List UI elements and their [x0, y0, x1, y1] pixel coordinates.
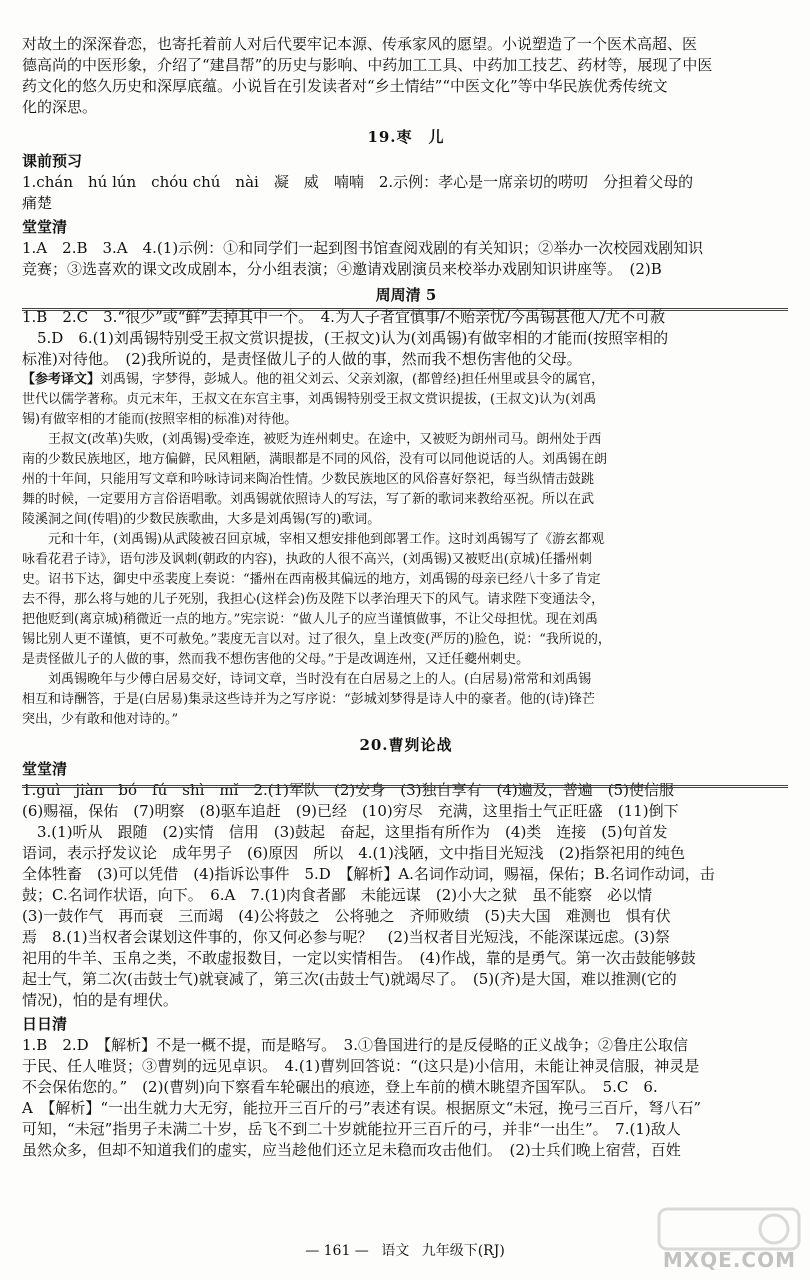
- section-heading: 堂堂清: [22, 218, 68, 236]
- translation-line: 把他贬到(离京城)稍微近一点的地方。”宪宗说：“做人儿子的应当谨慎做事，不让父母担忧。现在刘禹: [22, 612, 598, 627]
- translation-line: 王叔文(改革)失败，(刘禹锡)受牵连，被贬为连州刺史。在途中，又被贬为朗州司马。朗州处于西: [48, 432, 602, 447]
- chapter-title-rule: [22, 785, 788, 788]
- text-line: 竞赛；③选喜欢的课文改成剧本，分小组表演；④邀请戏剧演员来校举办戏剧知识讲座等。 (2)B: [22, 260, 662, 278]
- translation-line: 元和十年，(刘禹锡)从武陵被召回京城，宰相又想安排他到郎署工作。这时刘禹锡写了《游玄都观: [48, 532, 605, 547]
- text-line: 对故土的深深眷恋，也寄托着前人对后代要牢记本源、传承家风的愿望。小说塑造了一个医术高超、医: [22, 35, 698, 53]
- text-line: 1.B 2.C 3.“很少”或“鲜”去掉其中一个。 4.为人子者宜慎事/不贻亲忧/今禹锡甚他人/尤不可赦: [22, 308, 666, 326]
- section-heading: 课前预习: [22, 152, 83, 170]
- translation-line: 锡比别人更不谨慎，更不可赦免。”裴度无言以对。过了很久，皇上改变(严厉的)脸色，说：“我所说的，: [22, 632, 611, 647]
- chapter-19: [22, 126, 790, 280]
- text-line: 化的深思。: [22, 98, 98, 116]
- reference-translation: [22, 370, 790, 730]
- footer-grade: 九年级下(RJ): [421, 1243, 505, 1259]
- translation-line: 史。诏书下达，御史中丞裴度上奏说：“播州在西南极其偏远的地方，刘禹锡的母亲已经八十多了肯定: [22, 572, 601, 587]
- text-line: (3)一鼓作气 再而衰 三而竭 (4)公将鼓之 公将驰之 齐师败绩 (5)夫大国 难测也 惧有伏: [22, 907, 671, 925]
- text-line: 痛楚: [22, 194, 53, 212]
- section-heading: 堂堂清: [22, 760, 68, 778]
- translation-line: 陵溪洞之间(传唱)的少数民族歌曲，大多是刘禹锡(写的)歌词。: [22, 512, 381, 527]
- text-line: 起士气，第二次(击鼓士气)就衰减了，第三次(击鼓士气)就竭尽了。 (5)(齐)是大国，难以推测(它的: [22, 970, 677, 988]
- text-line: 祀用的牛羊、玉帛之类，不敢虚报数目，一定以实情相告。 (4)作战，靠的是勇气。第一次击鼓能够鼓: [22, 949, 696, 967]
- watermark-text: MXQE.COM: [662, 1248, 796, 1272]
- text-line: 鼓；C.名词作状语，向下。 6.A 7.(1)肉食者鄙 未能远谋 (2)小大之狱 虽不能察 必以情: [22, 886, 653, 904]
- text-line: 5.D 6.(1)刘禹锡特别受王叔文赏识提拔，(王叔文)认为(刘禹锡)有做宰相的才能而(按照宰相的: [22, 329, 669, 347]
- translation-line: 世代以儒学著称。贞元末年，王叔文在东宫主事，刘禹锡特别受王叔文赏识提拔，(王叔文)认为(刘禹: [22, 392, 597, 407]
- text-line: 1.chán hú lún chóu chú nài 凝 威 喃喃 2.示例：孝心是一席亲切的唠叨 分担着父母的: [22, 173, 694, 191]
- text-line: 1.guì jiàn bó fú shì mǐ 2.(1)军队 (2)安身 (3)独自享有 (4)遍及，普遍 (5)使信服: [22, 781, 674, 799]
- chapter-20: [22, 734, 790, 1161]
- text-line: 德高尚的中医形象，介绍了“建昌帮”的历史与影响、中药加工工具、中药加工技艺、药材等，展现了中医: [22, 56, 713, 74]
- week-review-5: [22, 284, 790, 730]
- translation-line: 南的少数民族地区，地方偏僻，民风粗陋，满眼都是不同的风俗，没有可以同他说话的人。刘禹锡在朗: [22, 452, 608, 467]
- translation-line: 去不得，那么将与她的儿子死别，我担心(这样会)伤及陛下以孝治理天下的风气。请求陛下变通法令，: [22, 592, 605, 607]
- translation-line: 舞的时候，一定要用方言俗语唱歌。刘禹锡就依照诗人的写法，写了新的歌词来教给巫祝。所以在武: [22, 492, 595, 507]
- translation-line: 相互和诗酬答，于是(白居易)集录这些诗并为之写序说：“彭城刘梦得是诗人中的豪者。他的(诗)锋芒: [22, 692, 595, 707]
- text-line: 情况)，怕的是有埋伏。: [22, 991, 178, 1009]
- text-line: 1.B 2.D 【解析】不是一概不提，而是略写。 3.①鲁国进行的是反侵略的正义战争；②鲁庄公取信: [22, 1036, 688, 1054]
- translation-line: 锡)有做宰相的才能而(按照宰相的标准)对待他。: [22, 412, 298, 427]
- translation-line: 州的十年间，只能用写文章和吟咏诗词来陶冶性情。少数民族地区的风俗喜好祭祀，每当纵情击鼓跳: [22, 472, 595, 487]
- footer-subject: 语文: [381, 1243, 410, 1259]
- document-page: [22, 34, 790, 1161]
- text-line: 全体牲畜 (3)可以凭借 (4)指诉讼事件 5.D 【解析】A.名词作动词，赐福，保佑；B.名词作动词，击: [22, 865, 715, 883]
- text-line: 3.(1)听从 跟随 (2)实情 信用 (3)鼓起 奋起，这里指有所作为 (4)类 连接 (5)句首发: [22, 823, 668, 841]
- text-line: 不会保佑您的。” (2)(曹刿)向下察看车轮碾出的痕迹，登上车前的横木眺望齐国军队。 5.C 6.: [22, 1078, 658, 1096]
- text-line: 药文化的悠久历史和深厚底蕴。小说旨在引发读者对“乡土情结”“中医文化”等中华民族优秀传统文: [22, 77, 668, 95]
- translation-line: 咏看花君子诗》，语句涉及讽刺(朝政的内容)，执政的人很不高兴，(刘禹锡)又被贬出(京城)任播州刺: [22, 552, 592, 567]
- text-line: 语词，表示抒发议论 成年男子 (6)原因 所以 4.(1)浅陋，文中指目光短浅 (2)指祭祀用的纯色: [22, 844, 686, 862]
- page-number: — 161 —: [305, 1243, 369, 1259]
- translation-line: [22, 370, 790, 390]
- translation-line: 是责怪做儿子的人做的事，然而我不想伤害他的父母。”于是改调连州，又迁任夔州刺史。: [22, 652, 530, 667]
- translation-line: 刘禹锡晚年与少傅白居易交好，诗词文章，当时没有在白居易之上的人。(白居易)常常和刘禹锡: [48, 672, 592, 687]
- translation-label: 【参考译文】: [22, 372, 101, 387]
- text-line: 虽然众多，但却不知道我们的虚实，应当趁他们还立足未稳而攻击他们。 (2)士兵们晚上宿营，百姓: [22, 1141, 681, 1159]
- text-line: 于民、任人唯贤；③曹刿的远见卓识。 4.(1)曹刿回答说：“(这只是)小信用，未能让神灵信服，神灵是: [22, 1057, 700, 1075]
- chapter-title: 20.曹刿论战: [359, 736, 453, 754]
- chapter-title: 19.枣 儿: [367, 128, 445, 146]
- text-line: 标准)对待他。 (2)我所说的，是责怪做儿子的人做的事，然而我不想伤害他的父母。: [22, 350, 582, 368]
- week-title: 周周清 5: [375, 286, 437, 304]
- intro-paragraph: [22, 34, 790, 118]
- text-line: 焉 8.(1)当权者会谋划这件事的，你又何必参与呢？ (2)当权者目光短浅，不能深谋远虑。(3)祭: [22, 928, 671, 946]
- translation-text: 刘禹锡，字梦得，彭城人。他的祖父刘云、父亲刘溆，(都曾经)担任州里或县令的属官，: [100, 372, 605, 387]
- section-heading: 日日清: [22, 1015, 68, 1033]
- text-line: A 【解析】“一出生就力大无穷，能拉开三百斤的弓”表述有误。根据原文“未冠，挽弓三百斤，弩八石”: [22, 1099, 702, 1117]
- text-line: 可知，“未冠”指男子未满二十岁，岳飞不到二十岁就能拉开三百斤的弓，并非“一出生”。 7.(1)敌人: [22, 1120, 681, 1138]
- translation-line: 突出，少有敢和他对诗的。”: [22, 712, 179, 727]
- week-title-rule: [22, 308, 788, 311]
- text-line: (6)赐福，保佑 (7)明察 (8)驱车追赶 (9)已经 (10)穷尽 充满，这里指士气正旺盛 (11)倒下: [22, 802, 679, 820]
- text-line: 1.A 2.B 3.A 4.(1)示例：①和同学们一起到图书馆查阅戏剧的有关知识；②举办一次校园戏剧知识: [22, 239, 704, 257]
